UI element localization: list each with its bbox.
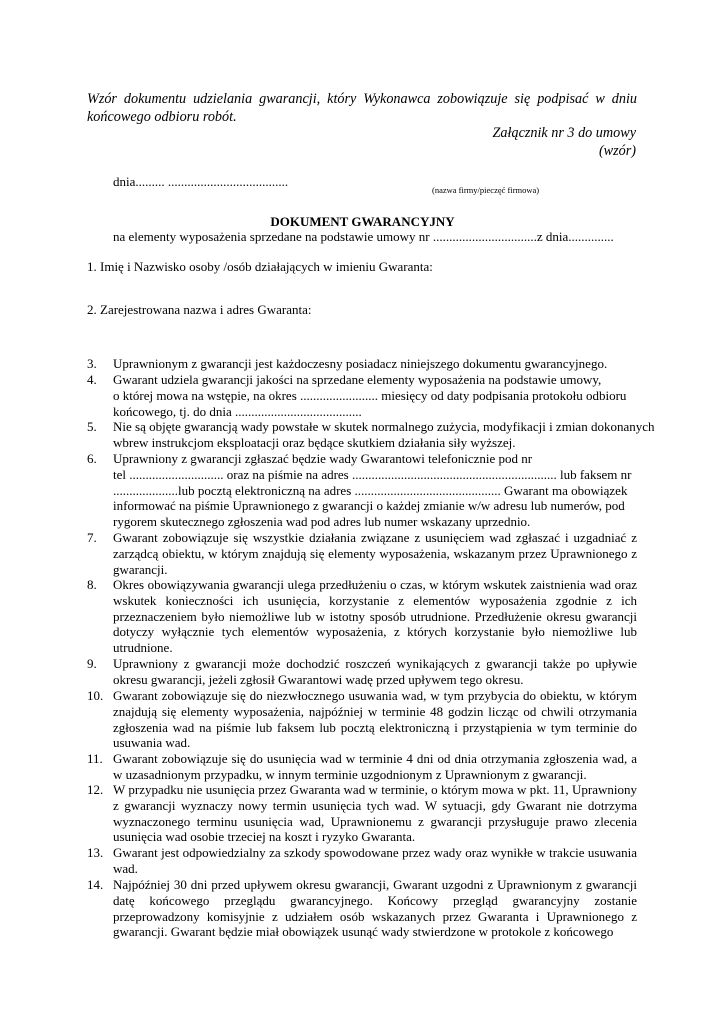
intro-note: Wzór dokumentu udzielania gwarancji, który Wykonawca zobowiązuje się podpisać w dniu końcowego odbioru robót.	[87, 91, 637, 125]
clause-11	[87, 751, 637, 783]
document-title: DOKUMENT GWARANCYJNY	[270, 214, 455, 229]
clause-text: Gwarant zobowiązuje się wszystkie działania związane z usunięciem wad zgłaszać i uzgadniać z zarządcą obiektu, w którym znajdują się elementy wyposażenia, wskazanym przez Uprawnionego z gwarancji.	[113, 530, 637, 577]
clause-text: Gwarant zobowiązuje się do usunięcia wad w terminie 4 dni od dnia otrzymania zgłoszenia wad, a w uzasadnionym przypadku, w innym terminie uzgodnionym z Uprawnionym z gwarancji.	[113, 751, 637, 782]
clause-line: ....................lub pocztą elektroniczną na adres ............................................. Gwarant ma obowiązek	[113, 482, 628, 498]
clause-line: końcowego, tj. do dnia .......................................	[113, 403, 362, 419]
clause-text: Najpóźniej 30 dni przed upływem okresu gwarancji, Gwarant uzgodni z Uprawnionym z gwarancji datę końcowego przeglądu gwarancyjnego. Końcowy przegląd gwarancyjny zostanie przeprowadzony komisyjnie z udziałem osób wskazanych przez Gwaranta i Uprawnionego z gwarancji. Gwarant będzie miał obowiązek usunąć wady stwierdzone w protokole z końcowego	[113, 877, 637, 940]
clause-number: 5.	[87, 419, 97, 434]
date-line: dnia......... .....................................	[113, 174, 289, 189]
clause-10	[87, 688, 637, 751]
clause-number: 11.	[87, 751, 103, 766]
clause-number: 10.	[87, 688, 104, 703]
field-guarantor-name-address: 2. Zarejestrowana nazwa i adres Gwaranta:	[87, 302, 312, 317]
attachment-label: Załącznik nr 3 do umowy	[492, 125, 636, 141]
clause-7	[87, 530, 637, 577]
clause-line: Uprawniony z gwarancji zgłaszać będzie wady Gwarantowi telefonicznie pod nr	[113, 451, 533, 466]
clause-number: 6.	[87, 451, 97, 466]
clause-number: 8.	[87, 577, 97, 592]
clause-number: 9.	[87, 656, 97, 671]
clause-text: Gwarant jest odpowiedzialny za szkody spowodowane przez wady oraz wynikłe w trakcie usuwania wad.	[113, 845, 637, 876]
clause-text: W przypadku nie usunięcia przez Gwaranta wad w terminie, o którym mowa w pkt. 11, Uprawniony z gwarancji wyznaczy nowy termin usunięcia tych wad. W sytuacji, gdy Gwarant nie dotrzyma wyznaczonego terminu usunięcia wad, Uprawnionemu z gwarancji przysługuje prawo zlecenia usunięcia wad osobie trzeciej na koszt i ryzyko Gwaranta.	[113, 782, 637, 845]
clause-line: informować na piśmie Uprawnionego z gwarancji o każdej zmianie w/w adresu lub numerów, pod	[113, 498, 625, 514]
clause-line: Gwarant udziela gwarancji jakości na sprzedane elementy wyposażenia na podstawie umowy,	[113, 372, 602, 387]
clause-8	[87, 577, 637, 656]
clause-line: Uprawnionym z gwarancji jest każdoczesny posiadacz niniejszego dokumentu gwarancyjnego.	[113, 356, 608, 371]
clause-14	[87, 877, 637, 940]
clause-6	[87, 451, 637, 530]
clause-number: 12.	[87, 782, 104, 797]
company-stamp-note: (nazwa firmy/pieczęć firmowa)	[432, 185, 540, 195]
clause-text: Okres obowiązywania gwarancji ulega przedłużeniu o czas, w którym wskutek zaistnienia wad oraz wskutek konieczności ich usunięcia, korzystanie z elementów wyposażenia zgodnie z ich przeznaczeniem było niemożliwe lub w istotny sposób utrudnione. Przedłużenie okresu gwarancji dotyczy wyłącznie tych elementów wyposażenia, z których korzystanie było niemożliwe lub utrudnione.	[113, 577, 637, 656]
clause-line: Nie są objęte gwarancją wady powstałe w skutek normalnego zużycia, modyfikacji i zmian dokonanych	[113, 419, 655, 434]
template-note: (wzór)	[598, 143, 636, 159]
clause-number: 13.	[87, 845, 104, 860]
clause-9	[87, 656, 637, 688]
clause-number: 7.	[87, 530, 97, 545]
clause-line: rygorem skutecznego zgłoszenia wad pod adres lub numer wskazany uprzednio.	[113, 514, 531, 530]
clause-number: 14.	[87, 877, 104, 892]
clause-line: o której mowa na wstępie, na okres ........................ miesięcy od daty podpisania protokołu odbioru	[113, 387, 627, 403]
clause-13	[87, 845, 637, 877]
field-guarantor-representatives: 1. Imię i Nazwisko osoby /osób działających w imieniu Gwaranta:	[87, 259, 433, 274]
clause-number: 4.	[87, 372, 97, 387]
clause-text: Gwarant zobowiązuje się do niezwłocznego usuwania wad, w tym przybycia do obiektu, w którym znajdują się elementy wyposażenia, najpóźniej w terminie 48 godzin licząc od chwili otrzymania zgłoszenia wad na piśmie lub faksem lub pocztą elektroniczną i przystąpienia w tym terminie do usuwania wad.	[113, 688, 637, 751]
clause-text: Uprawniony z gwarancji może dochodzić roszczeń wynikających z gwarancji także po upływie okresu gwarancji, jeżeli zgłosił Gwarantowi wadę przed upływem tego okresu.	[113, 656, 637, 687]
clause-line: wbrew instrukcjom eksploatacji oraz będące skutkiem działania siły wyższej.	[113, 434, 516, 450]
clause-number: 3.	[87, 356, 97, 371]
document-subtitle: na elementy wyposażenia sprzedane na podstawie umowy nr ................................z dnia..............	[113, 229, 614, 244]
clause-4	[87, 372, 637, 419]
clause-12	[87, 782, 637, 845]
clause-3	[87, 356, 637, 372]
clause-5	[87, 419, 655, 451]
clause-line: tel ............................. oraz na piśmie na adres ............................................................... lub faksem nr	[113, 466, 632, 482]
